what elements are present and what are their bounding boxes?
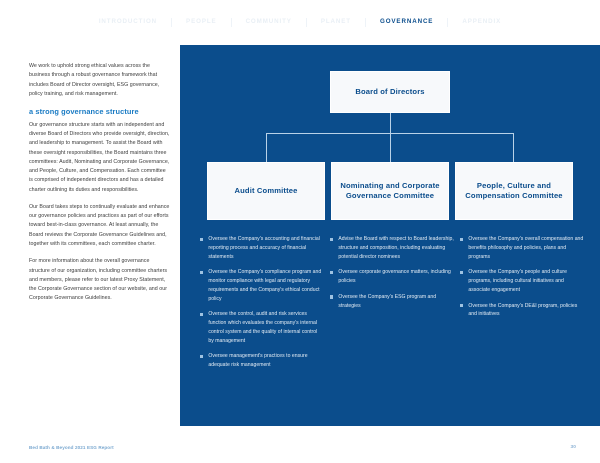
bullet-column-nominating: [330, 235, 454, 377]
list-item: [200, 235, 324, 261]
list-item: [330, 268, 454, 286]
nav-item-people[interactable]: PEOPLE: [186, 18, 217, 26]
list-item: [460, 302, 584, 320]
square-bullet-icon: [200, 313, 203, 316]
connector-line-vertical-left: [266, 133, 267, 162]
list-item: [330, 293, 454, 311]
nav-item-introduction[interactable]: INTRODUCTION: [98, 18, 158, 26]
square-bullet-icon: [200, 271, 203, 274]
square-bullet-icon: [460, 304, 463, 307]
intro-paragraph: We work to uphold strong ethical values across the business through a robust governance framework that includes Board of Director oversight, ESG governance, policy training, and risk management.: [29, 63, 160, 97]
list-item: [460, 268, 584, 294]
org-box-label: Audit Committee: [234, 186, 298, 196]
square-bullet-icon: [460, 238, 463, 241]
page-title: a strong governance structure: [29, 107, 139, 117]
bullet-text: Oversee the Company's compliance program and monitor compliance with legal and regulatory requirements and the Company's ethical conduct policy: [208, 269, 322, 302]
bullet-text: Oversee the control, audit and risk services function which evaluates the company's internal control system and the quality of internal control by management: [208, 311, 318, 344]
list-item: [330, 235, 454, 261]
org-box-people-culture-and-compensation-committee: [455, 162, 573, 220]
bullet-column-audit: [200, 235, 324, 377]
list-item: [460, 235, 584, 261]
bullet-text: Advise the Board with respect to Board leadership, structure and composition, including evaluating potential director nominees: [338, 236, 454, 260]
body-paragraph-2: Our Board takes steps to continually evaluate and enhance our governance policies and practices as part of our efforts toward best-in-class governance. At least annually, the Board reviews the Corporate Governance Guidelines and, together with its committees, each committee charter.: [29, 203, 170, 248]
body-paragraph-3: For more information about the overall governance structure of our organization, including committee charters and members, please refer to our latest Proxy Statement, the Corporate Governance section of our website, and our Corporate Governance Guidelines.: [29, 258, 168, 302]
org-box-label: People, Culture and Compensation Committee: [465, 181, 563, 200]
nav-item-community[interactable]: COMMUNITY: [245, 18, 292, 26]
square-bullet-icon: [330, 271, 333, 274]
top-navigation-bar: [0, 0, 600, 45]
bullet-column-people-culture: [460, 235, 584, 377]
footer-page-number: 30: [570, 445, 576, 450]
governance-structure-panel: [180, 45, 600, 426]
nav-item-governance[interactable]: GOVERNANCE: [379, 18, 434, 26]
body-paragraph-1: Our governance structure starts with an independent and diverse Board of Directors who provide oversight, direction, and leadership to management. To assist the Board with these oversight responsibilities, the Board maintains three committees: Audit, Nominating and Corporate Governance, and People, Culture, and Compensation. Each committee is comprised of independent directors and has a detailed charter outlining its duties and responsibilities.: [29, 121, 170, 193]
org-box-label: Board of Directors: [355, 87, 425, 97]
committee-responsibilities-columns: [200, 235, 584, 377]
bullet-text: Oversee the Company's ESG program and strategies: [338, 293, 437, 309]
list-item: [200, 352, 324, 370]
nav-item-appendix[interactable]: APPENDIX: [462, 18, 502, 26]
connector-line-vertical-right: [513, 133, 514, 162]
left-text-column: [29, 62, 170, 312]
square-bullet-icon: [200, 238, 203, 241]
bullet-text: Oversee the Company's DE&I program, policies and initiatives: [468, 302, 578, 318]
square-bullet-icon: [330, 295, 333, 298]
list-item: [200, 310, 324, 345]
footer-report-title: Bed Bath & Beyond 2021 ESG Report: [29, 445, 114, 450]
square-bullet-icon: [330, 238, 333, 241]
connector-line-vertical-top: [390, 113, 391, 162]
org-box-board-of-directors: [330, 71, 450, 113]
org-box-nominating-and-corporate-governance-committee: [331, 162, 449, 220]
bullet-text: Oversee the Company's overall compensation and benefits philosophy and policies, plans and programs: [468, 236, 584, 260]
nav-item-planet[interactable]: PLANET: [320, 18, 351, 26]
bullet-text: Oversee management's practices to ensure adequate risk management: [208, 353, 308, 368]
connector-line-horizontal: [266, 133, 514, 134]
org-box-audit-committee: [207, 162, 325, 220]
org-box-label: Nominating and Corporate Governance Committee: [340, 181, 440, 200]
square-bullet-icon: [460, 271, 463, 274]
square-bullet-icon: [200, 355, 203, 358]
bullet-text: Oversee corporate governance matters, including policies: [338, 269, 451, 284]
bullet-text: Oversee the Company's people and culture programs, including cultural initiatives and associate engagement: [468, 269, 568, 293]
list-item: [200, 268, 324, 303]
bullet-text: Oversee the Company's accounting and financial reporting process and accuracy of financial statements: [208, 236, 320, 260]
